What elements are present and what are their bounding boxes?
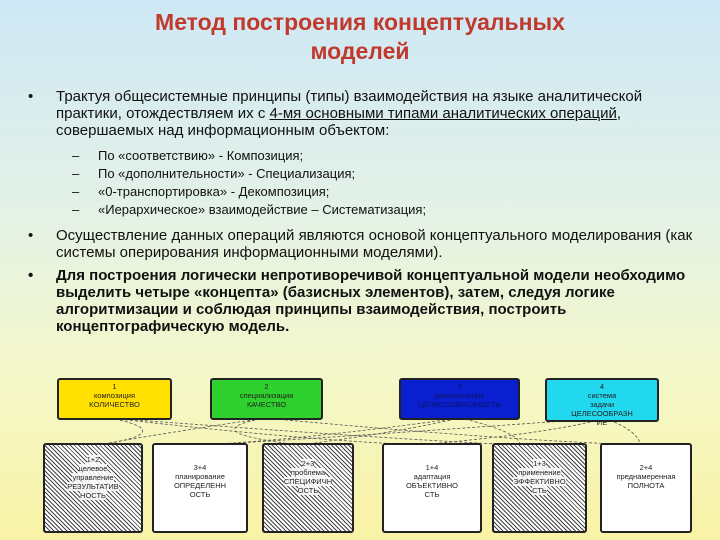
combo-number: 3+4	[193, 463, 207, 472]
combo-title: ОСТЬ	[297, 486, 319, 495]
combo-title: СТЬ	[424, 490, 440, 499]
box-title: ЦЕЛЕСООБРАЗНОСТЬ	[418, 400, 501, 409]
combo-box-certainty	[152, 443, 248, 533]
box-label: задачи	[589, 400, 615, 409]
combo-label: целевое	[78, 464, 108, 473]
box-title: ЦЕЛЕСООБРАЗН	[571, 409, 633, 418]
sub-item-text: По «дополнительности» - Специализация;	[98, 166, 356, 181]
box-title: КАЧЕСТВО	[246, 400, 287, 409]
box-label: специализация	[239, 391, 294, 400]
combo-title: СПЕЦИФИЧН	[283, 477, 333, 486]
combo-title: СТЬ	[532, 486, 547, 495]
bullet-2-text: Осуществление данных операций являются основой концептуального моделирования (как системы оперирования информационными моделями).	[56, 227, 693, 261]
bullet-1-text-end: , совершаемых над информационным объектом:	[56, 105, 622, 139]
combo-title: ЭФФЕКТИВНО	[513, 477, 566, 486]
concept-box-quality	[210, 378, 323, 420]
combo-box-objectivity	[382, 443, 482, 533]
dash-marker: –	[72, 202, 80, 217]
box-number: 4	[599, 382, 605, 391]
combo-number: 1+3	[533, 459, 546, 468]
sub-item-text: «Иерархическое» взаимодействие – Систематизация;	[98, 202, 427, 217]
concept-box-quantity	[57, 378, 172, 420]
combo-box-specificity	[262, 443, 354, 533]
box-label: система	[587, 391, 617, 400]
combo-label: планирование	[175, 472, 225, 481]
bullet-1-text-start: Трактуя общесистемные принципы (типы) взаимодействия на языке аналитической практики, отождествляем их с	[56, 88, 643, 122]
box-number: 2	[264, 382, 269, 391]
sub-item-text: По «соответствию» - Композиция;	[98, 148, 304, 163]
combo-label: применение	[518, 468, 561, 477]
box-title: ИЕ	[596, 418, 608, 427]
combo-title: ОБЪЕКТИВНО	[405, 481, 459, 490]
combo-number: 1+4	[425, 463, 439, 472]
dash-marker: –	[72, 166, 80, 181]
combo-box-completeness	[600, 443, 692, 533]
bullet-marker: •	[28, 227, 34, 244]
combo-number: 2+3	[301, 459, 315, 468]
title-line-1: Метод построения концептуальных	[155, 9, 565, 35]
bullet-3-text: Для построения логически непротиворечивой концептуальной модели необходимо выделить четыре «концепта» (базисных элементов), затем, следуя логике алгоритмизации и соблюдая принципы взаимодействия, построить концептографическую модель.	[56, 267, 686, 335]
combo-label: преднамеренная	[616, 472, 676, 481]
title-line-2: моделей	[310, 38, 410, 64]
box-number: 1	[112, 382, 117, 391]
combo-label: проблема	[290, 468, 326, 477]
bullet-1-underlined: 4-мя основными типами аналитических операций	[269, 105, 617, 122]
concept-box-expediency	[399, 378, 520, 420]
combo-number: 1+2	[86, 455, 100, 464]
combo-label: управление	[72, 473, 114, 482]
dash-marker: –	[72, 148, 80, 163]
combo-number: 2+4	[639, 463, 653, 472]
combo-title: НОСТЬ	[80, 491, 106, 500]
combo-box-result	[43, 443, 143, 533]
combo-label: адаптация	[413, 472, 451, 481]
bullet-marker: •	[28, 267, 34, 284]
combo-title: ОСТЬ	[189, 490, 211, 499]
combo-title: РЕЗУЛЬТАТИВ	[67, 482, 119, 491]
box-label: композиция	[93, 391, 135, 400]
concept-box-system	[545, 378, 659, 427]
bullet-marker: •	[28, 88, 34, 105]
combo-title: ОПРЕДЕЛЕНН	[173, 481, 227, 490]
box-label: декомпозиция	[434, 391, 485, 400]
combo-box-efficiency	[492, 443, 587, 533]
box-number: 3	[457, 382, 462, 391]
sub-item-text: «0-транспортировка» - Декомпозиция;	[98, 184, 330, 199]
dash-marker: –	[72, 184, 80, 199]
combo-title: ПОЛНОТА	[627, 481, 665, 490]
box-title: КОЛИЧЕСТВО	[89, 400, 140, 409]
